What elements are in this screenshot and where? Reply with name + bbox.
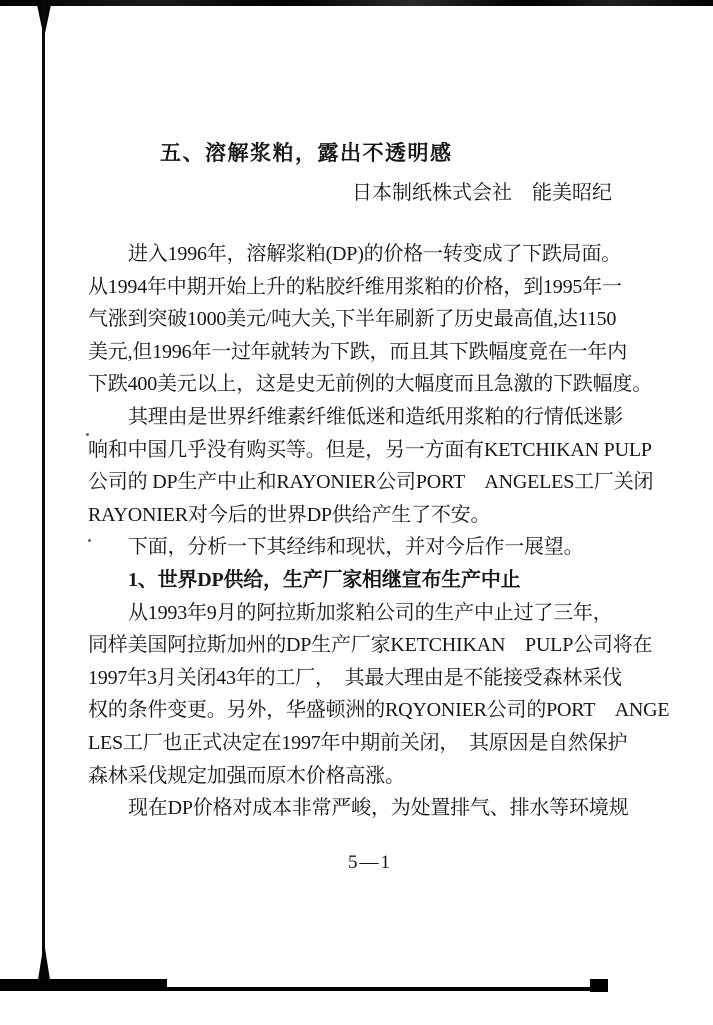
body-line: 其理由是世界纤维素纤维低迷和造纸用浆粕的行情低迷影: [128, 405, 623, 428]
body-line: 气涨到突破1000美元/吨大关,下半年刷新了历史最高值,达1150: [88, 308, 617, 331]
section-title: 五、溶解浆粕，露出不透明感: [160, 141, 453, 165]
scan-artifact-bottom-square: [590, 979, 608, 992]
body-line: LES工厂也正式决定在1997年中期前关闭， 其原因是自然保护: [88, 731, 628, 754]
body-line: 公司的 DP生产中止和RAYONIER公司PORT ANGELES工厂关闭: [88, 471, 654, 494]
scan-artifact-top-edge: [0, 0, 713, 6]
body-line: 权的条件变更。另外，华盛顿洲的RQYONIER公司的PORT ANGE: [88, 699, 670, 722]
page-number: 5—1: [348, 852, 392, 873]
body-line: 1997年3月关闭43年的工厂， 其最大理由是不能接受森林采伐: [88, 666, 622, 689]
body-line: 下面，分析一下其经纬和现状，并对今后作一展望。: [128, 536, 584, 559]
body-line: 下跌400美元以上，这是史无前例的大幅度而且急激的下跌幅度。: [88, 373, 652, 396]
body-line: 现在DP价格对成本非常严峻，为处置排气、排水等环境规: [128, 797, 629, 820]
scan-artifact-bottom-line: [167, 987, 608, 991]
body-line: 森林采伐规定加强而原木价格高涨。: [88, 764, 405, 787]
body-line: 进入1996年，溶解浆粕(DP)的价格一转变成了下跌局面。: [128, 243, 622, 265]
scan-artifact-bottom-bar: [0, 979, 167, 991]
subsection-heading: 1、世界DP供给，生产厂家相继宣布生产中止: [128, 568, 521, 591]
body-line: 从1993年9月的阿拉斯加浆粕公司的生产中止过了三年，: [128, 601, 613, 624]
body-line: 响和中国几乎没有购买等。但是，另一方面有KETCHIKAN PULP: [88, 438, 652, 461]
body-line: RAYONIER对今后的世界DP供给产生了不安。: [88, 503, 491, 526]
body-line: 同样美国阿拉斯加州的DP生产厂家KETCHIKAN PULP公司将在: [88, 634, 653, 657]
scan-artifact-spine-line: [42, 0, 45, 986]
author-byline: 日本制纸株式会社 能美昭纪: [352, 182, 612, 204]
body-line: 美元,但1996年一过年就转为下跌，而且其下跌幅度竟在一年内: [88, 340, 627, 363]
body-text: [88, 238, 670, 825]
body-line: 从1994年中期开始上升的粘胶纤维用浆粕的价格，到1995年一: [88, 275, 622, 298]
